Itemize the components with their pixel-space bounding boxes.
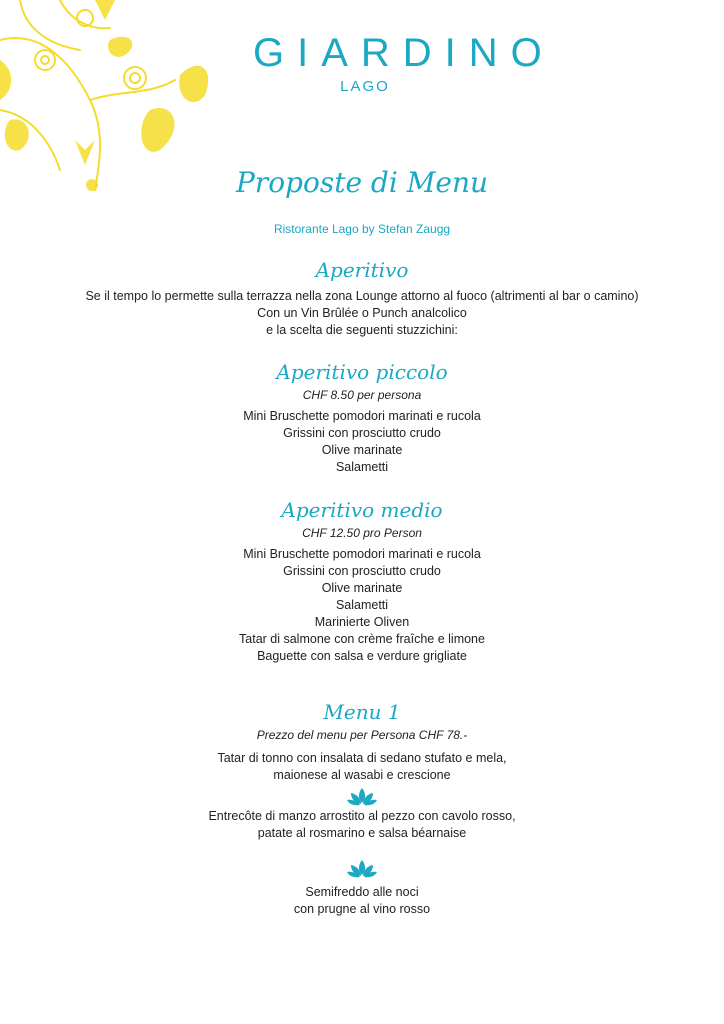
lotus-divider-icon — [347, 786, 377, 808]
menu-item: Olive marinate — [321, 443, 403, 457]
menu-item: Grissini con prosciutto crudo — [283, 564, 441, 578]
menu1-price: Prezzo del menu per Persona CHF 78.- — [256, 728, 468, 742]
course-line: patate al rosmarino e salsa béarnaise — [257, 826, 467, 840]
menu-item: Tatar di salmone con crème fraîche e limone — [239, 632, 485, 646]
lotus-divider-icon — [347, 858, 377, 880]
piccolo-items — [0, 408, 724, 476]
piccolo-price: CHF 8.50 per persona — [302, 388, 422, 402]
course-line: Tatar di tonno con insalata di sedano stufato e mela, — [217, 751, 507, 765]
restaurant-subtitle: Ristorante Lago by Stefan Zaugg — [273, 222, 451, 236]
menu1-heading: Menu 1 — [323, 700, 401, 724]
brand-subtitle: LAGO — [340, 78, 390, 95]
aperitivo-line: e la scelta die seguenti stuzzichini: — [266, 323, 458, 337]
menu-item: Grissini con prosciutto crudo — [283, 426, 441, 440]
medio-heading: Aperitivo medio — [281, 498, 443, 522]
course-line: Entrecôte di manzo arrostito al pezzo con cavolo rosso, — [208, 809, 516, 823]
piccolo-heading: Aperitivo piccolo — [276, 360, 448, 384]
menu-item: Olive marinate — [321, 581, 403, 595]
menu-item: Baguette con salsa e verdure grigliate — [257, 649, 467, 663]
brand-name: GIARDINO — [253, 31, 555, 75]
aperitivo-line: Con un Vin Brûlée o Punch analcolico — [257, 306, 467, 320]
aperitivo-line: Se il tempo lo permette sulla terrazza nella zona Lounge attorno al fuoco (altrimenti al bar o camino) — [85, 289, 639, 303]
menu-item: Salametti — [335, 598, 389, 612]
aperitivo-heading: Aperitivo — [315, 258, 409, 282]
course-line: maionese al wasabi e crescione — [273, 768, 451, 782]
menu-item: Mini Bruschette pomodori marinati e rucola — [243, 409, 481, 423]
medio-price: CHF 12.50 pro Person — [302, 526, 422, 540]
menu1-course-2 — [0, 808, 724, 842]
menu1-course-3 — [0, 884, 724, 918]
course-line: Semifreddo alle noci — [305, 885, 419, 899]
menu-item: Mini Bruschette pomodori marinati e rucola — [243, 547, 481, 561]
menu-item: Salametti — [335, 460, 389, 474]
medio-items — [0, 546, 724, 665]
menu1-course-1 — [0, 750, 724, 784]
brand-logo — [240, 30, 555, 95]
course-line: con prugne al vino rosso — [293, 902, 431, 916]
page-title: Proposte di Menu — [235, 166, 489, 199]
menu-item: Marinierte Oliven — [314, 615, 410, 629]
aperitivo-description — [0, 288, 724, 339]
